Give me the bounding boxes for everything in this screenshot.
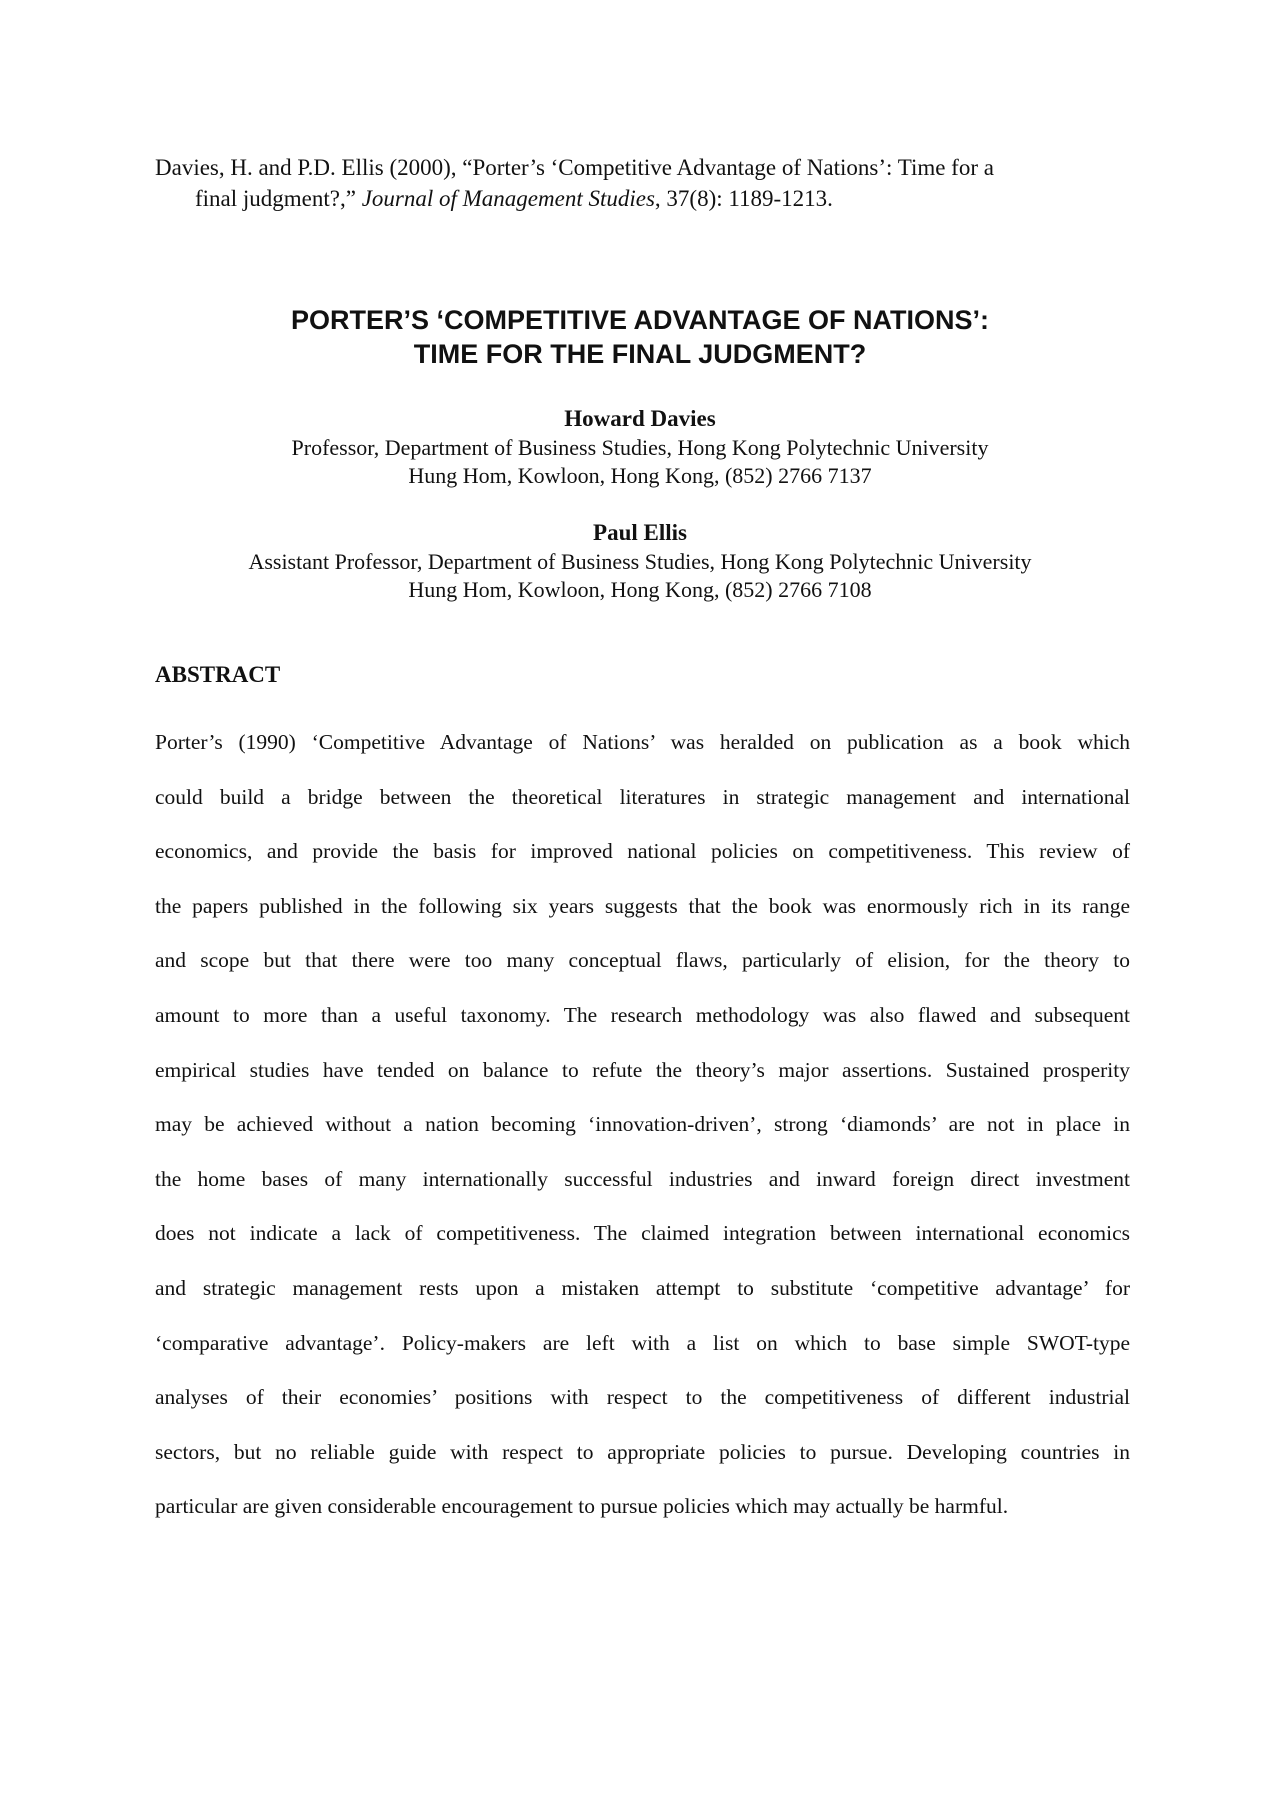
- abstract-line: empirical studies have tended on balance to refute the theory’s major assertions. Sustained prosperity: [155, 1057, 1130, 1082]
- author-name: Howard Davies: [564, 406, 716, 431]
- citation-line-2: [155, 183, 1135, 214]
- author-name: Paul Ellis: [593, 520, 687, 545]
- citation: [155, 152, 1135, 214]
- abstract-line: may be achieved without a nation becoming ‘innovation-driven’, strong ‘diamonds’ are not in place in: [155, 1112, 1130, 1137]
- abstract-line: Porter’s (1990) ‘Competitive Advantage of Nations’ was heralded on publication as a book which: [155, 730, 1130, 754]
- abstract-line: particular are given considerable encouragement to pursue policies which may actually be harmful.: [155, 1494, 1009, 1519]
- author-affiliation: Assistant Professor, Department of Business Studies, Hong Kong Polytechnic University: [248, 549, 1032, 574]
- abstract-line: does not indicate a lack of competitiveness. The claimed integration between international economics: [155, 1221, 1130, 1246]
- abstract-line: sectors, but no reliable guide with respect to appropriate policies to pursue. Developing countries in: [155, 1439, 1130, 1464]
- abstract-line: and strategic management rests upon a mistaken attempt to substitute ‘competitive advantage’ for: [155, 1275, 1130, 1300]
- author-address: Hung Hom, Kowloon, Hong Kong, (852) 2766 7137: [408, 463, 872, 488]
- abstract-line: and scope but that there were too many conceptual flaws, particularly of elision, for the theory to: [155, 948, 1130, 973]
- author-block: [0, 518, 1280, 604]
- abstract-line: could build a bridge between the theoretical literatures in strategic management and international: [155, 784, 1130, 809]
- abstract-line: analyses of their economies’ positions with respect to the competitiveness of different industrial: [155, 1385, 1130, 1410]
- abstract-line: the papers published in the following six years suggests that the book was enormously rich in its range: [155, 893, 1130, 918]
- paper-title-line-2: TIME FOR THE FINAL JUDGMENT?: [413, 339, 867, 369]
- citation-line-2-suffix: , 37(8): 1189-1213.: [654, 186, 833, 211]
- abstract-line: economics, and provide the basis for improved national policies on competitiveness. This review of: [155, 839, 1130, 864]
- abstract-body: [155, 715, 1130, 1534]
- author-address: Hung Hom, Kowloon, Hong Kong, (852) 2766 7108: [408, 577, 872, 602]
- citation-line-1: Davies, H. and P.D. Ellis (2000), “Porter’s ‘Competitive Advantage of Nations’: Time for a: [155, 155, 994, 180]
- abstract-line: ‘comparative advantage’. Policy-makers are left with a list on which to base simple SWOT-type: [155, 1330, 1130, 1355]
- abstract-heading: ABSTRACT: [155, 662, 281, 687]
- paper-title-line-1: PORTER’S ‘COMPETITIVE ADVANTAGE OF NATIONS’:: [290, 305, 990, 335]
- citation-line-2-prefix: final judgment?,”: [195, 186, 362, 211]
- abstract-line: amount to more than a useful taxonomy. The research methodology was also flawed and subsequent: [155, 1002, 1130, 1027]
- paper-title: [0, 303, 1280, 371]
- journal-name: Journal of Management Studies: [361, 186, 655, 211]
- author-block: [0, 404, 1280, 490]
- author-affiliation: Professor, Department of Business Studies, Hong Kong Polytechnic University: [291, 435, 989, 460]
- abstract-line: the home bases of many internationally successful industries and inward foreign direct investment: [155, 1166, 1130, 1191]
